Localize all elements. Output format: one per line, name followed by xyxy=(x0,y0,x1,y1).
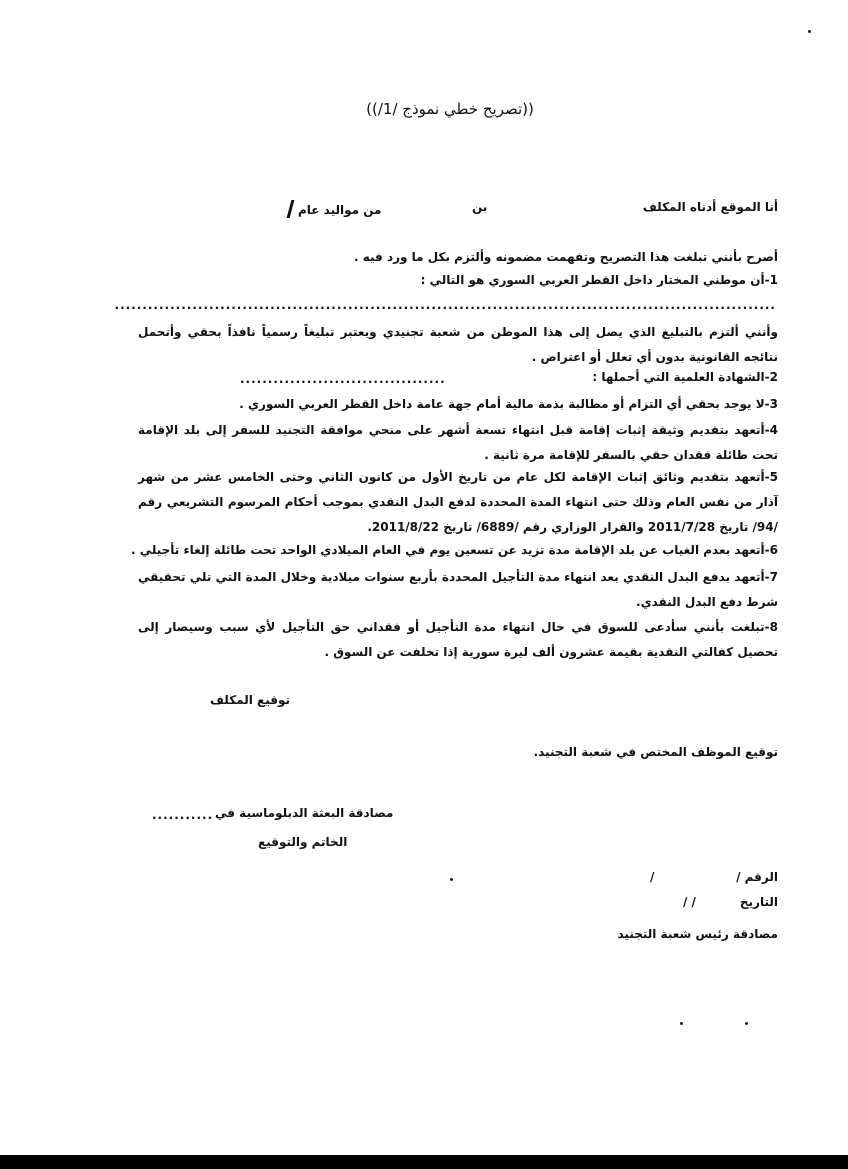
item-8-conscription-notice: 8-تبلغت بأنني سأدعى للسوق في حال انتهاء مدة التأجيل أو فقداني حق التأجيل لأي سبب وسيصار إلى تحصيل كفالتي النقدية بقيمة عشرون ألف ليرة سورية إذا تخلفت عن السوق . xyxy=(138,620,778,659)
handwritten-slash-mark xyxy=(287,200,295,218)
reference-number-slash: / xyxy=(650,870,655,884)
date-slashes: / / xyxy=(683,895,696,909)
scan-speck xyxy=(450,878,453,881)
item-5-annual-documents: 5-أتعهد بتقديم وثائق إثبات الإقامة لكل عام من تاريخ الأول من كانون الثاني وحتى الخامس عشر من شهر آذار من نفس العام وذلك حتى انتهاء المدة المحددة لدفع البدل النقدي بموجب أحكام المرسوم التشريعي رقم /94/ تاريخ 2011/7/28 والقرار الوزاري رقم /6889/ تاريخ 2011/8/22. xyxy=(138,470,778,534)
taxpayer-signature-label: توقيع المكلف xyxy=(210,693,290,707)
date-label: التاريخ xyxy=(739,895,778,909)
scan-speck xyxy=(808,30,811,33)
son-of-label: بن xyxy=(472,200,488,214)
document-title: ((تصريح خطي نموذج /1/)) xyxy=(366,100,534,118)
scan-edge-bar xyxy=(0,1155,848,1169)
declarant-label: أنا الموقع أدناه المكلف xyxy=(642,200,778,214)
stamp-signature-label: الخاتم والتوقيع xyxy=(258,835,348,849)
item-4-residence-proof: 4-أتعهد بتقديم وثيقة إثبات إقامة قبل انتهاء تسعة أشهر على منحي موافقة التجنيد للسفر إلى بلد الإقامة تحت طائلة فقدان حقي بالسفر للإقامة مرة ثانية . xyxy=(138,423,778,462)
recruitment-head-approval: مصادقة رئيس شعبة التجنيد xyxy=(617,927,778,941)
commitment-paragraph: وأنني ألتزم بالتبليغ الذي يصل إلى هذا الموطن من شعبة تجنيدي ويعتبر تبليغاً رسمياً نافذاً بحقي وأتحمل نتائجه القانونية بدون أي تعلل أو اعتراض . xyxy=(138,325,778,364)
item-1-address: 1-أن موطني المختار داخل القطر العربي السوري هو التالي : xyxy=(420,273,778,287)
item-2-certificate: 2-الشهادة العلمية التي أحملها : xyxy=(592,370,778,384)
embassy-approval-label: مصادقة البعثة الدبلوماسية في xyxy=(215,806,394,820)
item-1-address-dots: ....................................................................................................................... xyxy=(114,298,776,312)
embassy-approval-dots: ........... xyxy=(152,808,214,822)
official-signature-label: توقيع الموظف المختص في شعبة التجنيد. xyxy=(533,745,778,759)
item-3-no-obligation: 3-لا يوجد بحقي أي التزام أو مطالبة بذمة مالية أمام جهة عامة داخل القطر العربي السوري . xyxy=(239,397,778,411)
reference-number-label: الرقم / xyxy=(736,870,778,884)
born-year-label: من مواليد عام xyxy=(298,203,382,217)
item-6-absence: 6-أتعهد بعدم الغياب عن بلد الإقامة مدة تزيد عن تسعين يوم في العام الميلادي الواحد تحت طائلة إلغاء تأجيلي . xyxy=(130,543,778,557)
scan-speck xyxy=(680,1022,683,1025)
scan-speck xyxy=(745,1022,748,1025)
intro-statement: أصرح بأنني تبلغت هذا التصريح وتفهمت مضمونه وألتزم بكل ما ورد فيه . xyxy=(354,250,778,264)
item-2-certificate-dots: ..................................... xyxy=(240,372,446,386)
item-7-cash-payment: 7-أتعهد بدفع البدل النقدي بعد انتهاء مدة التأجيل المحددة بأربع سنوات ميلادية وخلال المدة التي تلي تحقيقي شرط دفع البدل النقدي. xyxy=(138,570,778,609)
